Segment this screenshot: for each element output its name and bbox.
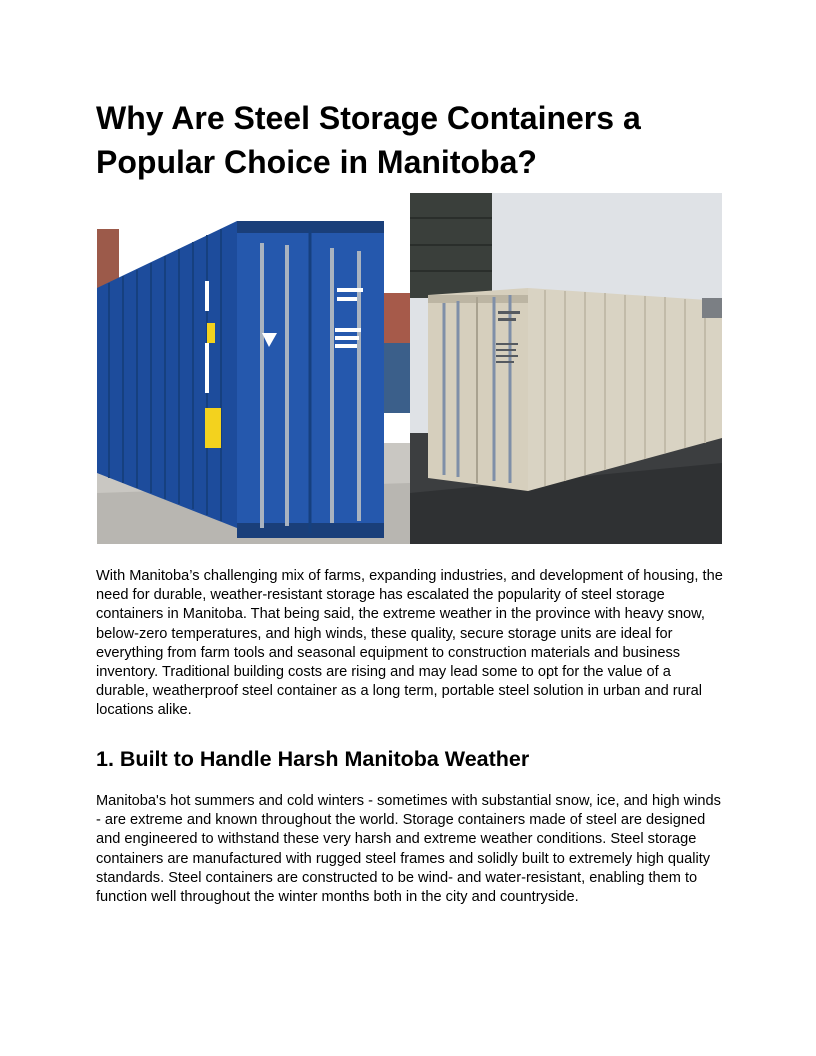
section-paragraph: Manitoba's hot summers and cold winters - sometimes with substantial snow, ice, and high winds - are extreme and known throughout the world. Storage containers made of steel are designed and engineered to withstand these very harsh and extreme weather conditions. Steel storage containers are manufactured with rugged steel frames and solidly built to extremely high quality standards. Steel containers are constructed to be wind- and water-resistant, enabling them to function well throughout the winter months both in the city and countryside. <box>96 793 721 906</box>
beige-container-image <box>410 193 722 544</box>
section-heading: 1. Built to Handle Harsh Manitoba Weather <box>96 747 530 771</box>
blue-container-image <box>97 193 410 544</box>
blue-container-photo <box>97 193 410 544</box>
intro-paragraph: With Manitoba’s challenging mix of farms, expanding industries, and development of housing, the need for durable, weather-resistant storage has escalated the popularity of steel storage containers in Manitoba. That being said, the extreme weather in the province with heavy snow, below-zero temperatures, and high winds, these quality, secure storage units are ideal for everything from farm tools and seasonal equipment to construction materials and business inventory. Traditional building costs are rising and may lead some to opt for the value of a durable, weatherproof steel container as a long term, portable steel solution in urban and rural locations alike. <box>96 568 723 719</box>
page-title: Why Are Steel Storage Containers a Popular Choice in Manitoba? <box>96 100 641 180</box>
container-photos <box>97 193 722 544</box>
beige-container-photo <box>410 193 722 544</box>
